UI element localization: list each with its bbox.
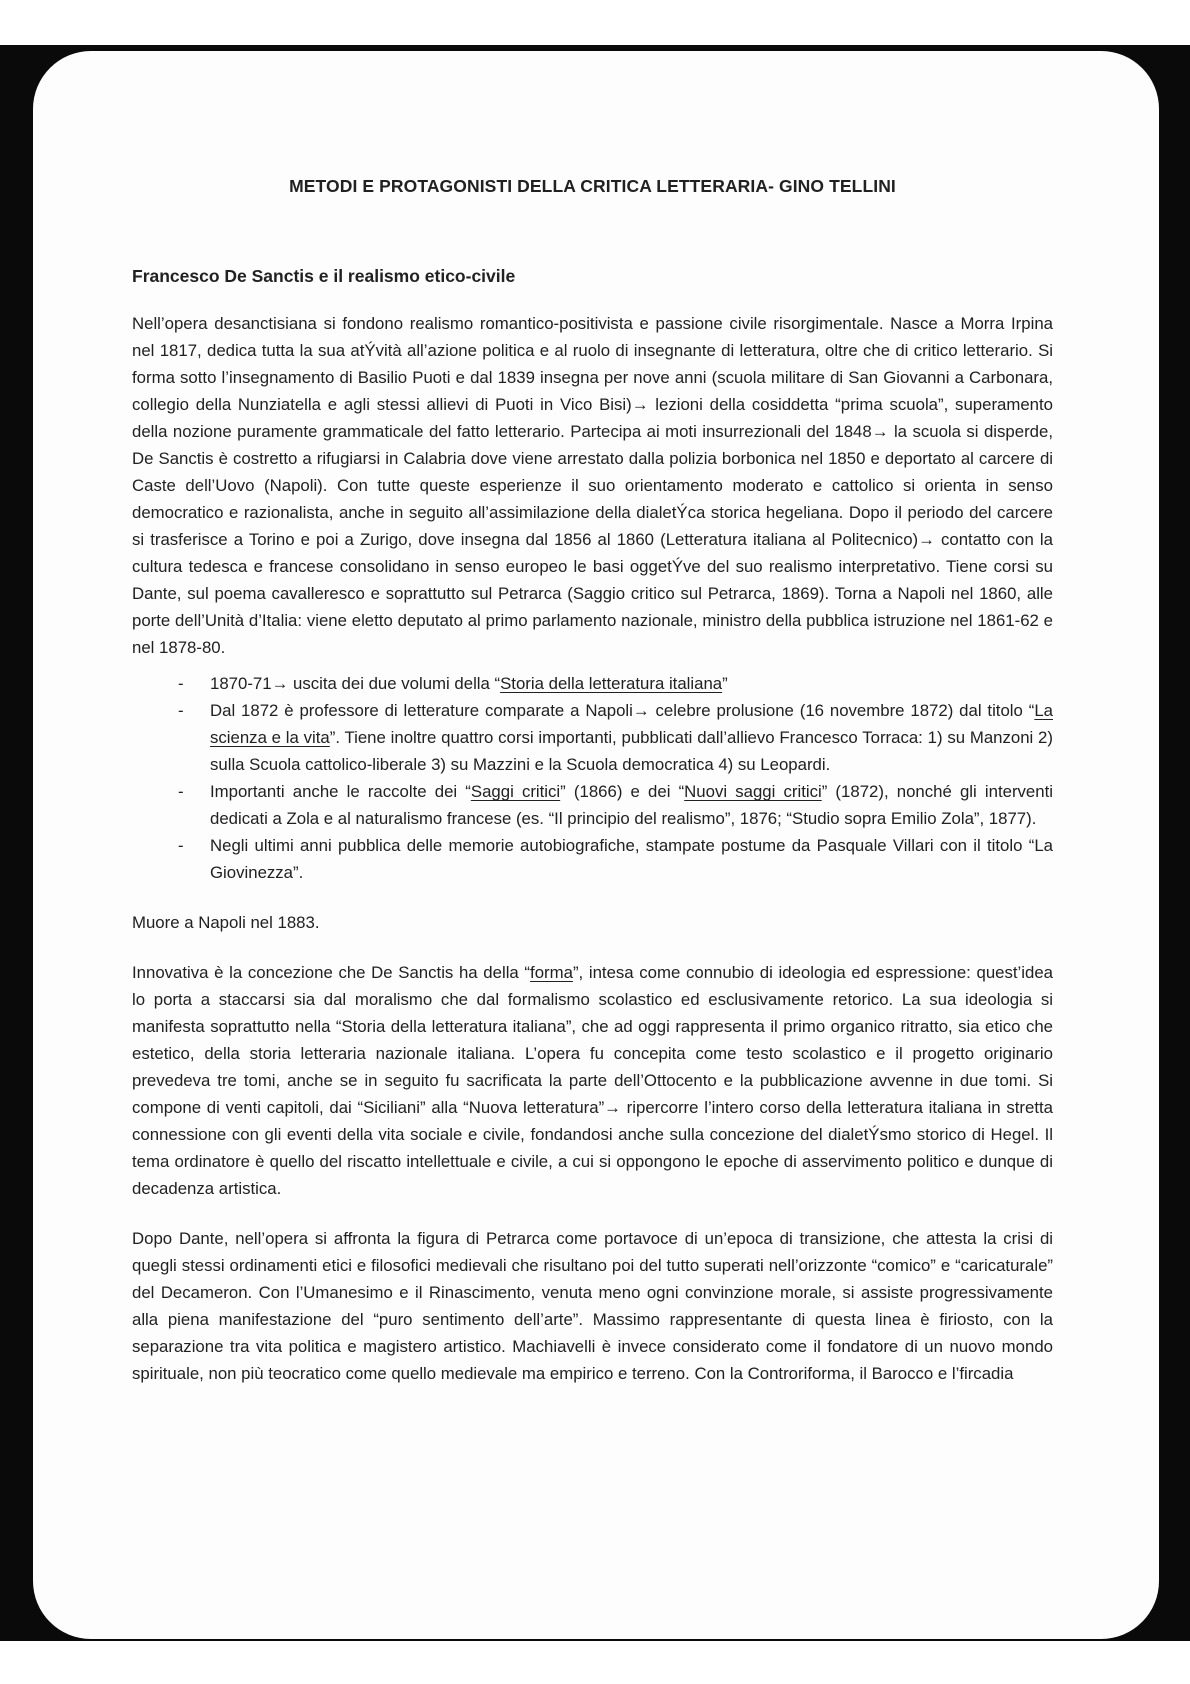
paragraph-death: Muore a Napoli nel 1883. — [132, 913, 320, 932]
viewer-background — [0, 45, 1190, 1641]
paragraph-dopo-dante: Dopo Dante, nell’opera si affronta la figura di Petrarca come portavoce di un’epoca di transizione, che attesta la crisi di quegli stessi ordinamenti etici e filosofici medievali che risultano poi del tutto superati nell’orizzonte “comico” e “caricaturale” del Decameron. Con l’Umanesimo e il Rinascimento, venuta meno ogni convinzione morale, si assiste progressivamente alla piena manifestazione del “puro sentimento dell’arte”. Massimo rappresentante di questa linea è firiosto, con la separazione tra vita politica e magistero artistico. Machiavelli è invece considerato come il fondatore di un nuovo mondo spirituale, non più teocratico come quello medievale ma empirico e terreno. Con la Controriforma, il Barocco e l’fircadia — [132, 1229, 1053, 1383]
paragraph-biography: Nell’opera desanctisiana si fondono realismo romantico-positivista e passione civile risorgimentale. Nasce a Morra Irpina nel 1817, dedica tutta la sua atÝvità all’azione politica e al ruolo di insegnante di letteratura, oltre che di critico letterario. Si forma sotto l’insegnamento di Basilio Puoti e dal 1839 insegna per nove anni (scuola militare di San Giovanni a Carbonara, collegio della Nunziatella e agli stessi allievi di Puoti in Vico Bisi)→ lezioni della cosiddetta “prima scuola”, superamento della nozione puramente grammaticale del fatto letterario. Partecipa ai moti insurrezionali del 1848→ la scuola si disperde, De Sanctis è costretto a rifugiarsi in Calabria dove viene arrestato dalla polizia borbonica nel 1850 e deportato al carcere di Caste dell’Uovo (Napoli). Con tutte queste esperienze il suo orientamento moderato e cattolico si orienta in senso democratico e razionalista, anche in seguito all’assimilazione della dialetÝca storica hegeliana. Dopo il periodo del carcere si trasferisce a Torino e poi a Zurigo, dove insegna dal 1856 al 1860 (Letteratura italiana al Politecnico)→ contatto con la cultura tedesca e francese consolidano in senso europeo le basi oggetÝve del suo realismo interpretativo. Tiene corsi su Dante, sul poema cavalleresco e soprattutto sul Petrarca (Saggio critico sul Petrarca, 1869). Torna a Napoli nel 1860, alle porte dell’Unità d’Italia: viene eletto deputato al primo parlamento nazionale, ministro della pubblica istruzione nel 1861-62 e nel 1878-80. — [132, 314, 1053, 657]
list-item-text: Negli ultimi anni pubblica delle memorie autobiografiche, stampate postume da Pasquale Villari con il titolo “La Giovinezza”. — [210, 836, 1053, 882]
bullet-list — [132, 670, 1053, 886]
document-page — [33, 51, 1159, 1639]
list-item-text: Dal 1872 è professore di letterature comparate a Napoli→ celebre prolusione (16 novembre 1872) dal titolo “La scienza e la vita”. Tiene inoltre quattro corsi importanti, pubblicati dall’allievo Francesco Torraca: 1) su Manzoni 2) sulla Scuola cattolico-liberale 3) su Mazzini e la Scuola democratica 4) su Leopardi. — [210, 701, 1053, 774]
list-item — [178, 670, 1053, 697]
document-title: METODI E PROTAGONISTI DELLA CRITICA LETTERARIA- GINO TELLINI — [289, 176, 896, 196]
bullet-marker: - — [178, 836, 184, 855]
list-item — [178, 832, 1053, 886]
paragraph-forma-concept: Innovativa è la concezione che De Sanctis ha della “forma”, intesa come connubio di ideologia ed espressione: quest’idea lo porta a staccarsi sia dal moralismo che dal formalismo scolastico ed esclusivamente retorico. La sua ideologia si manifesta soprattutto nella “Storia della letteratura italiana”, che ad oggi rappresenta il primo organico ritratto, sia etico che estetico, della storia letteraria nazionale italiana. L’opera fu concepita come testo scolastico e il progetto originario prevedeva tre tomi, anche se in seguito fu sacrificata la parte dell’Ottocento e la pubblicazione avvenne in due tomi. Si compone di venti capitoli, dai “Siciliani” alla “Nuova letteratura”→ ripercorre l’intero corso della letteratura italiana in stretta connessione con gli eventi della vita sociale e civile, fondandosi anche sulla concezione del dialetÝsmo storico di Hegel. Il tema ordinatore è quello del riscatto intellettuale e civile, a cui si oppongono le epoche di asservimento politico e dunque di decadenza artistica. — [132, 963, 1053, 1198]
section-heading: Francesco De Sanctis e il realismo etico-civile — [132, 266, 516, 286]
list-item-text: 1870-71→ uscita dei due volumi della “Storia della letteratura italiana” — [210, 674, 728, 693]
bullet-marker: - — [178, 674, 184, 693]
list-item — [178, 697, 1053, 778]
page-content — [132, 51, 1053, 1387]
bullet-marker: - — [178, 782, 184, 801]
bullet-marker: - — [178, 701, 184, 720]
list-item-text: Importanti anche le raccolte dei “Saggi critici” (1866) e dei “Nuovi saggi critici” (1872), nonché gli interventi dedicati a Zola e al naturalismo francese (es. “Il principio del realismo”, 1876; “Studio sopra Emilio Zola”, 1877). — [210, 782, 1053, 828]
list-item — [178, 778, 1053, 832]
